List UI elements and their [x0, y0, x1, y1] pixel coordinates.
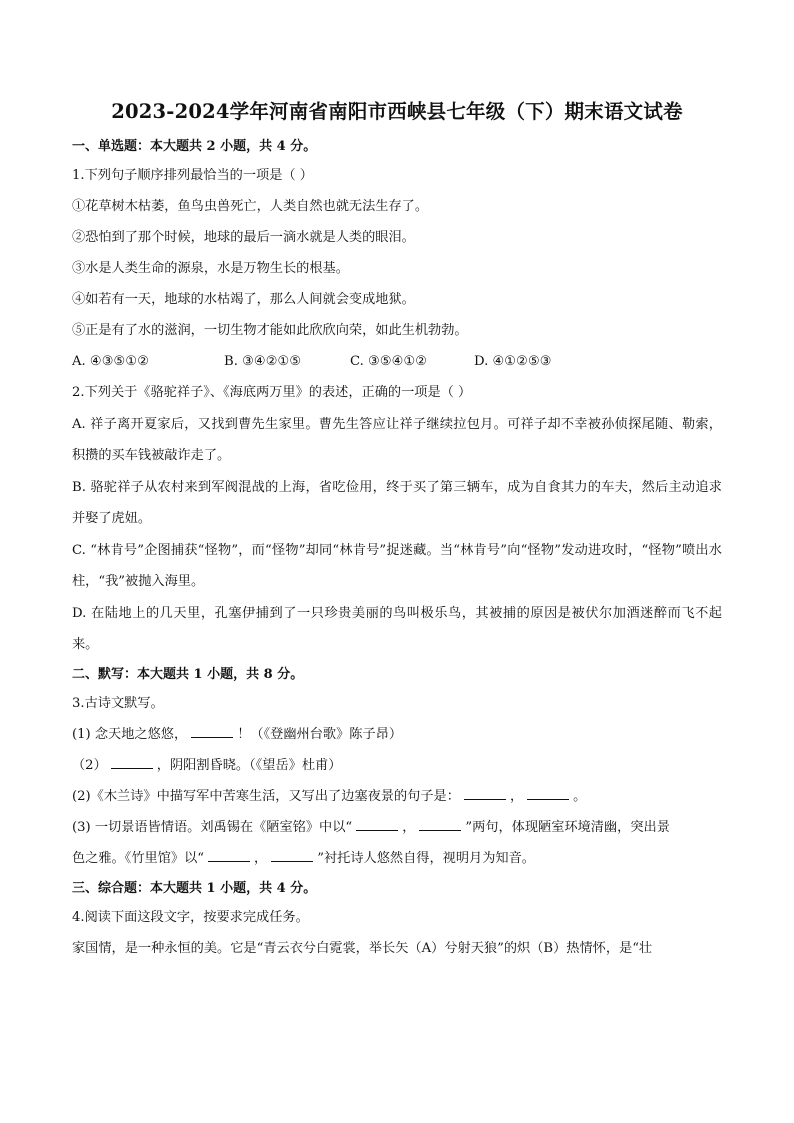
question-3-line-2	[72, 756, 722, 776]
exam-page	[72, 96, 722, 959]
question-3-line-5	[72, 849, 722, 869]
question-4-stem: 4.阅读下面这段文字，按要求完成任务。	[72, 910, 309, 925]
question-1-sentence-2: ②恐怕到了那个时候，地球的最后一滴水就是人类的眼泪。	[72, 230, 415, 245]
section-heading-single-choice: 一、单选题：本大题共 2 小题，共 4 分。	[72, 139, 317, 154]
section-heading-dictation: 二、默写：本大题共 1 小题，共 8 分。	[72, 667, 304, 682]
question-1-sentence-4: ④如若有一天，地球的水枯竭了，那么人间就会变成地狱。	[72, 292, 415, 307]
question-3-line-4	[72, 818, 722, 838]
question-3-line-4-suffix: ”两句，体现陋室环境清幽，突出景	[465, 820, 670, 835]
question-3-line-3-sep: ，	[509, 789, 524, 804]
question-2-option-d: D. 在陆地上的几天里，孔塞伊捕到了一只珍贵美丽的鸟叫极乐鸟，其被捕的原因是被伏尔加酒迷醉而飞不起来。	[72, 606, 722, 652]
question-1-option-c: C. ③⑤④①②	[350, 354, 428, 369]
answer-blank[interactable]	[419, 818, 461, 831]
question-3-line-1-suffix: ！（《登幽州台歌》陈子昂）	[237, 727, 403, 742]
question-2-stem: 2.下列关于《骆驼祥子》、《海底两万里》的表述，正确的一项是（ ）	[72, 385, 472, 400]
question-1-options	[72, 352, 722, 372]
question-1-sentence-5: ⑤正是有了水的滋润，一切生物才能如此欣欣向荣，如此生机勃勃。	[72, 323, 468, 338]
question-3-line-1	[72, 725, 722, 745]
question-1-stem: 1.下列句子顺序排列最恰当的一项是（ ）	[72, 168, 313, 183]
question-2-option-a: A. 祥子离开夏家后，又找到曹先生家里。曹先生答应让祥子继续拉包月。可祥子却不幸被孙侦探尾随、勒索，积攒的买车钱被敲诈走了。	[72, 417, 722, 463]
answer-blank[interactable]	[111, 756, 153, 769]
question-3-line-3	[72, 787, 722, 807]
question-3-line-2-suffix: ，阴阳割昏晓。（《望岳》杜甫）	[156, 758, 342, 773]
question-3-line-2-prefix: （2）	[72, 758, 107, 773]
section-heading-comprehensive: 三、综合题：本大题共 1 小题，共 4 分。	[72, 881, 317, 896]
question-3-line-1-prefix: (1) 念天地之悠悠，	[72, 727, 188, 742]
question-1-option-d: D. ④①②⑤③	[474, 354, 552, 369]
answer-blank[interactable]	[191, 725, 233, 738]
question-3-stem: 3.古诗文默写。	[72, 696, 164, 711]
question-3-line-4-sep: ，	[402, 820, 416, 835]
answer-blank[interactable]	[356, 818, 398, 831]
question-3-line-5-prefix: 色之雅。《竹里馆》以“	[72, 851, 205, 866]
question-1-option-a: A. ④③⑤①②	[72, 354, 150, 369]
question-4-passage: 家国情，是一种永恒的美。它是“青云衣兮白霓裳，举长矢（A）兮射天狼”的炽（B）热情怀，是“壮	[72, 941, 653, 956]
question-3-line-5-sep: ，	[254, 851, 268, 866]
answer-blank[interactable]	[527, 787, 569, 800]
question-3-line-5-suffix: ”衬托诗人悠然自得，视明月为知音。	[317, 851, 535, 866]
question-3-line-4-prefix: (3) 一切景语皆情语。刘禹锡在《陋室铭》中以“	[72, 820, 353, 835]
question-3-line-3-suffix: 。	[573, 789, 587, 804]
answer-blank[interactable]	[271, 849, 313, 862]
question-2-option-c: C. “林肯号”企图捕获“怪物”，而“怪物”却同“林肯号”捉迷藏。当“林肯号”向“怪物”发动进攻时，“怪物”喷出水柱，“我”被抛入海里。	[72, 543, 722, 589]
answer-blank[interactable]	[208, 849, 250, 862]
question-2-option-b: B. 骆驼祥子从农村来到军阀混战的上海，省吃俭用，终于买了第三辆车，成为自食其力的车夫，然后主动追求并娶了虎妞。	[72, 480, 722, 526]
question-1-option-b: B. ③④②①⑤	[224, 354, 302, 369]
question-1-sentence-3: ③水是人类生命的源泉，水是万物生长的根基。	[72, 261, 349, 276]
exam-title: 2023-2024学年河南省南阳市西峡县七年级（下）期末语文试卷	[111, 100, 683, 123]
answer-blank[interactable]	[464, 787, 506, 800]
question-1-sentence-1: ①花草树木枯萎，鱼鸟虫兽死亡，人类自然也就无法生存了。	[72, 199, 429, 214]
question-3-line-3-prefix: (2)《木兰诗》中描写军中苦寒生活，又写出了边塞夜景的句子是：	[72, 789, 460, 804]
